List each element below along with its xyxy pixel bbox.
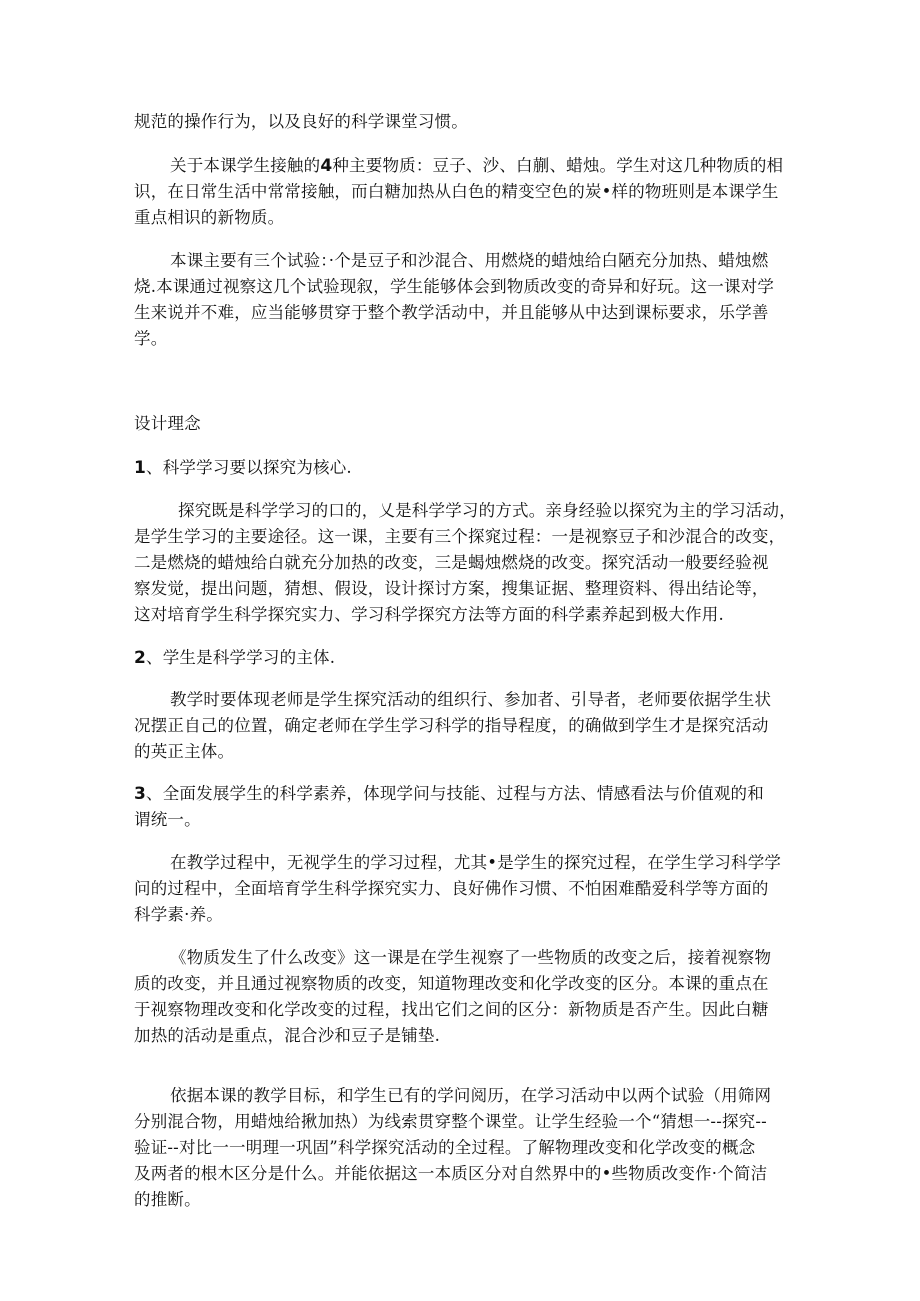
point1-body-line-5: 这对培育学生科学探究实力、学习科学探究方法等方面的科学素养起到极大作用. [134, 605, 724, 624]
experiments-line-3: 生来说并不难，应当能够贯穿于整个教学活动中，并且能够从中达到课标要求，乐学善 [134, 303, 769, 322]
goals-line-1: 依据本课的教学目标，和学生已有的学问阅历，在学习活动中以两个试验（用筛网 [170, 1086, 772, 1105]
materials-prefix: 关于本课学生接触的 [170, 156, 321, 175]
point2-body-line-2: 况摆正自己的位置，确定老师在学生学习科学的指导程度，的确做到学生才是探究活动 [134, 716, 769, 735]
point3-body-line-3: 科学素·养。 [134, 905, 223, 924]
goals-line-5: 的推断。 [134, 1190, 201, 1209]
materials-line-1-rest: 种主要物质：豆子、沙、白蒯、蜡烛。学生对这几种物质的相 [332, 156, 784, 175]
goals-line-3: 验证--对比一一明理一巩固”科学探究活动的全过程。了解物理改变和化学改变的概念 [134, 1138, 756, 1157]
lesson-line-4: 加热的活动是重点，混合沙和豆子是铺垫. [134, 1026, 441, 1045]
point1-title: 、科学学习要以探究为核心. [146, 458, 352, 477]
experiments-line-1: 本课主要有三个试验：·个是豆子和沙混合、用燃烧的蜡烛给白陋充分加热、蜡烛燃 [170, 251, 769, 270]
point3-number: 3 [134, 784, 147, 804]
materials-line-1 [170, 155, 783, 177]
lesson-line-1: 《物质发生了什么改变》这一课是在学生视察了一些物质的改变之后，接着视察物 [170, 948, 772, 967]
design-heading: 设计理念 [134, 414, 201, 433]
goals-line-2: 分别混合物，用蜡烛给揪加热）为线索贯穿整个课堂。让学生经验一个“猜想一--探究-- [134, 1112, 767, 1131]
point2-heading [134, 647, 335, 669]
point3-body-line-1: 在教学过程中，无视学生的学习过程，尤其•是学生的探究过程，在学生学习科学学 [170, 853, 782, 872]
point1-number: 1 [134, 458, 147, 478]
point2-number: 2 [134, 648, 147, 668]
point2-title: 、学生是科学学习的主体. [146, 648, 336, 667]
point1-body-line-3: 二是燃烧的蜡烛给白就充分加热的改变，三是蝎烛燃烧的改变。探究活动一般要经验视 [134, 553, 769, 572]
point3-heading [134, 783, 764, 805]
point1-body-line-1: 探究既是科学学习的口的，乂是科学学习的方式。亲身经验以探究为主的学习活动， [178, 501, 796, 520]
point3-body-line-2: 问的过程中，全面培育学生科学探究实力、良好佛作习惯、不怕困难酷爱科学等方面的 [134, 879, 769, 898]
point2-body-line-1: 教学时要体现老师是学生探究活动的组织行、参加者、引导者，老师要依据学生状 [170, 690, 772, 709]
goals-line-4: 及两者的根木区分是什么。并能依据这一本质区分对自然界中的•些物质改变作·个简洁 [134, 1164, 768, 1183]
materials-line-3: 重点相识的新物质。 [134, 208, 285, 227]
experiments-line-4: 学。 [134, 329, 168, 348]
point1-body-line-4: 察发觉，提出问题，猜想、假设，设计探讨方案，搜集证据、整理资料、得出结论等， [134, 579, 769, 598]
point1-heading [134, 457, 352, 479]
lesson-line-2: 质的改变，并且通过视察物质的改变，知道物理改变和化学改变的区分。本课的重点在 [134, 974, 769, 993]
point3-heading-line-2: 谓统一。 [134, 810, 201, 829]
materials-line-2: 识，在日常生活中常常接触，而白糖加热从白色的精变空色的炭•样的物班则是本课学生 [134, 182, 779, 201]
materials-number: 4 [320, 156, 333, 176]
experiments-line-2: 烧.本课通过视察这几个试验现叙，学生能够体会到物质改变的奇异和好玩。这一课对学 [134, 277, 775, 296]
point3-title: 、全面发展学生的科学素养，体现学问与技能、过程与方法、情感看法与价值观的和 [146, 784, 764, 803]
intro-line-1: 规范的操作行为，以及良好的科学课堂习惯。 [134, 112, 468, 131]
point2-body-line-3: 的英正主体。 [134, 742, 235, 761]
lesson-line-3: 于视察物理改变和化学改变的过程，找出它们之间的区分：新物质是否产生。因此白糖 [134, 1000, 769, 1019]
point1-body-line-2: 是学生学习的主要途径。这一课，主要有三个探窕过程：一是视察豆子和沙混合的改变， [134, 527, 786, 546]
